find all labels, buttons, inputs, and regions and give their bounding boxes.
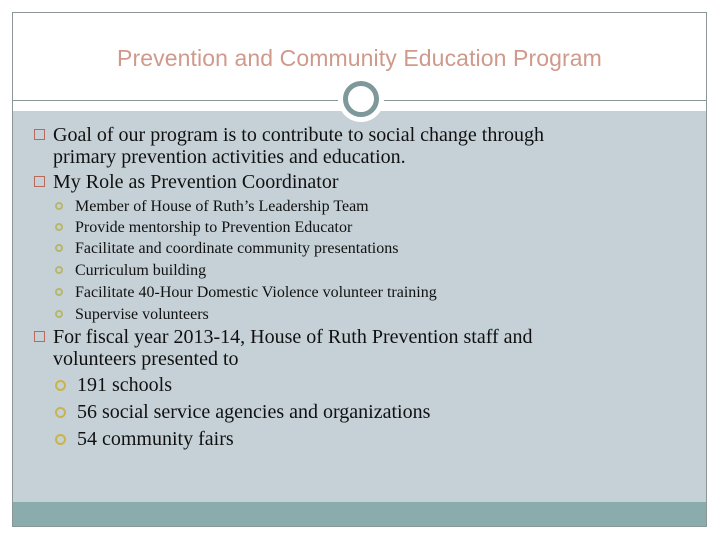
square-bullet-icon — [34, 331, 45, 342]
bullet-text: primary prevention activities and education. — [53, 146, 406, 168]
circle-bullet-icon — [55, 266, 63, 274]
bullet-fiscal-year — [34, 326, 533, 348]
square-bullet-icon — [34, 176, 45, 187]
sub-item: Curriculum building — [55, 260, 206, 281]
bullet-goal-cont — [34, 146, 406, 168]
sub-item: Facilitate and coordinate community presentations — [55, 238, 398, 259]
bullet-text: My Role as Prevention Coordinator — [53, 171, 339, 193]
slide — [12, 12, 707, 527]
sub-item: Facilitate 40-Hour Domestic Violence volunteer training — [55, 282, 437, 303]
slide-title: Prevention and Community Education Program — [117, 45, 602, 71]
sub-item: Provide mentorship to Prevention Educator — [55, 217, 352, 238]
bullet-fiscal-year-cont — [34, 348, 239, 370]
sub-item: Member of House of Ruth’s Leadership Team — [55, 196, 369, 217]
circle-bullet-icon — [55, 223, 63, 231]
bullet-text: For fiscal year 2013-14, House of Ruth Prevention staff and — [53, 326, 533, 348]
circle-bullet-icon — [55, 380, 66, 391]
bullet-text: volunteers presented to — [53, 348, 239, 370]
circle-bullet-icon — [55, 310, 63, 318]
circle-bullet-icon — [55, 202, 63, 210]
stat-item: 56 social service agencies and organizations — [55, 399, 430, 426]
square-bullet-icon — [34, 129, 45, 140]
stat-item: 54 community fairs — [55, 426, 234, 453]
stat-item: 191 schools — [55, 372, 172, 399]
slide-footer-band — [13, 502, 706, 526]
circle-bullet-icon — [55, 407, 66, 418]
bullet-role — [34, 171, 339, 193]
bullet-goal — [34, 124, 544, 146]
circle-bullet-icon — [55, 434, 66, 445]
bullet-text: Goal of our program is to contribute to social change through — [53, 124, 544, 146]
sub-item: Supervise volunteers — [55, 304, 209, 325]
circle-bullet-icon — [55, 288, 63, 296]
circle-bullet-icon — [55, 244, 63, 252]
ring-ornament-icon — [343, 81, 379, 117]
